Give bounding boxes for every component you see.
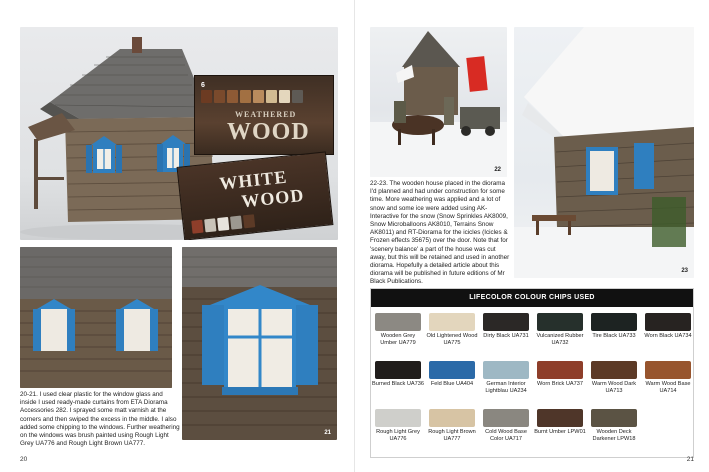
colour-chip-label: Tire Black UA733 — [592, 333, 636, 339]
colour-chip-label: Burnt Umber LPW01 — [534, 429, 586, 435]
figure-number-21: 21 — [324, 430, 331, 436]
colour-chip — [587, 313, 641, 357]
photo-house-with-paint-boxes — [20, 27, 338, 240]
colour-chip-swatch — [429, 361, 475, 379]
box-title-wood-2: WOOD — [240, 184, 306, 212]
colour-chip — [479, 361, 533, 405]
figure-number-23: 23 — [681, 268, 688, 274]
window-closeup-illustration — [182, 247, 337, 440]
house-front-illustration — [20, 247, 172, 388]
page-number-right: 21 — [686, 456, 694, 463]
colour-chip — [479, 409, 533, 453]
page-number-left: 20 — [20, 456, 28, 463]
colour-chip — [425, 409, 479, 453]
colour-chip-label: Old Lightened Wood UA775 — [426, 333, 478, 346]
colour-chip-label: Cold Wood Base Color UA717 — [485, 429, 527, 442]
left-caption: 20-21. I used clear plastic for the window glass and inside I used ready-made curtains from ETA Diorama Accessories 282. I sprayed some matt varnish at the corners and then swiped the excess in the middle. I also added some chipping to the windows. Further weathering on the windows was brush painted using Rough Light Grey UA776 and Rough Light Brown UA777. — [20, 391, 180, 448]
colour-chip-label: Worn Black UA734 — [644, 333, 692, 339]
box-title-white: WHITE — [218, 166, 289, 194]
colour-chip-label: German Interior Lightblau UA234 — [485, 381, 527, 394]
colour-chip-label: Feld Blue UA404 — [430, 381, 474, 387]
colour-chip — [425, 361, 479, 405]
colour-chip — [587, 361, 641, 405]
colour-chip-label: Wooden Deck Darkener LPW18 — [592, 429, 636, 442]
paint-box-weathered-wood — [194, 75, 334, 155]
colour-chip — [425, 313, 479, 357]
colour-chip-swatch — [591, 409, 637, 427]
photo-snowy-house — [514, 27, 694, 278]
colour-chip-swatch — [645, 361, 691, 379]
photo-house-front — [20, 247, 172, 388]
diorama-illustration — [370, 27, 507, 177]
colour-chip-swatch — [537, 313, 583, 331]
colour-chip-swatch — [375, 313, 421, 331]
colour-chips-title: LIFECOLOR COLOUR CHIPS USED — [371, 289, 693, 307]
box-swatches-2 — [191, 214, 255, 234]
right-page — [355, 0, 709, 472]
colour-chip — [371, 409, 425, 453]
colour-chip-label: Vulcanized Rubber UA732 — [536, 333, 584, 346]
box-title-wood: WOOD — [227, 119, 310, 145]
left-page — [0, 0, 354, 472]
colour-chip-label: Dirty Black UA731 — [483, 333, 529, 339]
colour-chip-swatch — [537, 361, 583, 379]
box-number: 6 — [201, 82, 205, 89]
colour-chips-grid — [371, 313, 695, 453]
paint-box-white-wood — [177, 151, 334, 240]
colour-chip — [587, 409, 641, 453]
colour-chip-swatch — [591, 313, 637, 331]
colour-chip-label: Warm Wood Dark UA713 — [591, 381, 637, 394]
colour-chip — [533, 361, 587, 405]
colour-chip-label: Rough Light Grey UA776 — [376, 429, 420, 442]
colour-chip-label: Wooden Grey Umber UA779 — [380, 333, 416, 346]
colour-chip-swatch — [483, 409, 529, 427]
colour-chip — [371, 313, 425, 357]
colour-chip-label: Burned Black UA736 — [372, 381, 424, 387]
colour-chip-label: Warm Wood Base UA714 — [645, 381, 691, 394]
box-swatches — [201, 90, 303, 103]
colour-chip-swatch — [375, 361, 421, 379]
colour-chip — [533, 313, 587, 357]
colour-chip-swatch — [429, 313, 475, 331]
colour-chip-swatch — [483, 361, 529, 379]
photo-window-closeup — [182, 247, 337, 440]
colour-chip — [533, 409, 587, 453]
colour-chip — [371, 361, 425, 405]
colour-chip-label: Rough Light Brown UA777 — [428, 429, 476, 442]
colour-chip-swatch — [483, 313, 529, 331]
colour-chip — [641, 361, 695, 405]
colour-chip-swatch — [591, 361, 637, 379]
colour-chip-swatch — [429, 409, 475, 427]
colour-chip-label: Worn Brick UA737 — [537, 381, 583, 387]
figure-number-22: 22 — [494, 167, 501, 173]
snowy-house-illustration — [514, 27, 694, 278]
colour-chips-panel — [370, 288, 694, 458]
colour-chip — [479, 313, 533, 357]
colour-chip-swatch — [375, 409, 421, 427]
photo-diorama-horse-figures — [370, 27, 507, 177]
colour-chip-swatch — [645, 313, 691, 331]
box-title-weathered: WEATHERED — [235, 110, 297, 119]
colour-chip — [641, 313, 695, 357]
colour-chip-swatch — [537, 409, 583, 427]
right-caption: 22-23. The wooden house placed in the diorama I'd planned and had under construction for some time. More weathering was applied and a lot of snow and some ice were added using AK-Interactive for the snow (Snow Sprinkles AK8009, Snow Microballoons AK8010, Terrains Snow AK8011) and RT-Diorama for the icicles (Icicles & Frozen effects 35675) over the door. Note that for 'scenery balance' a part of the house was cut away, but this will be retained and used in another diorama. Hopefully a detailed article about this diorama will be published in future editions of Mr Black Publications. — [370, 180, 510, 286]
